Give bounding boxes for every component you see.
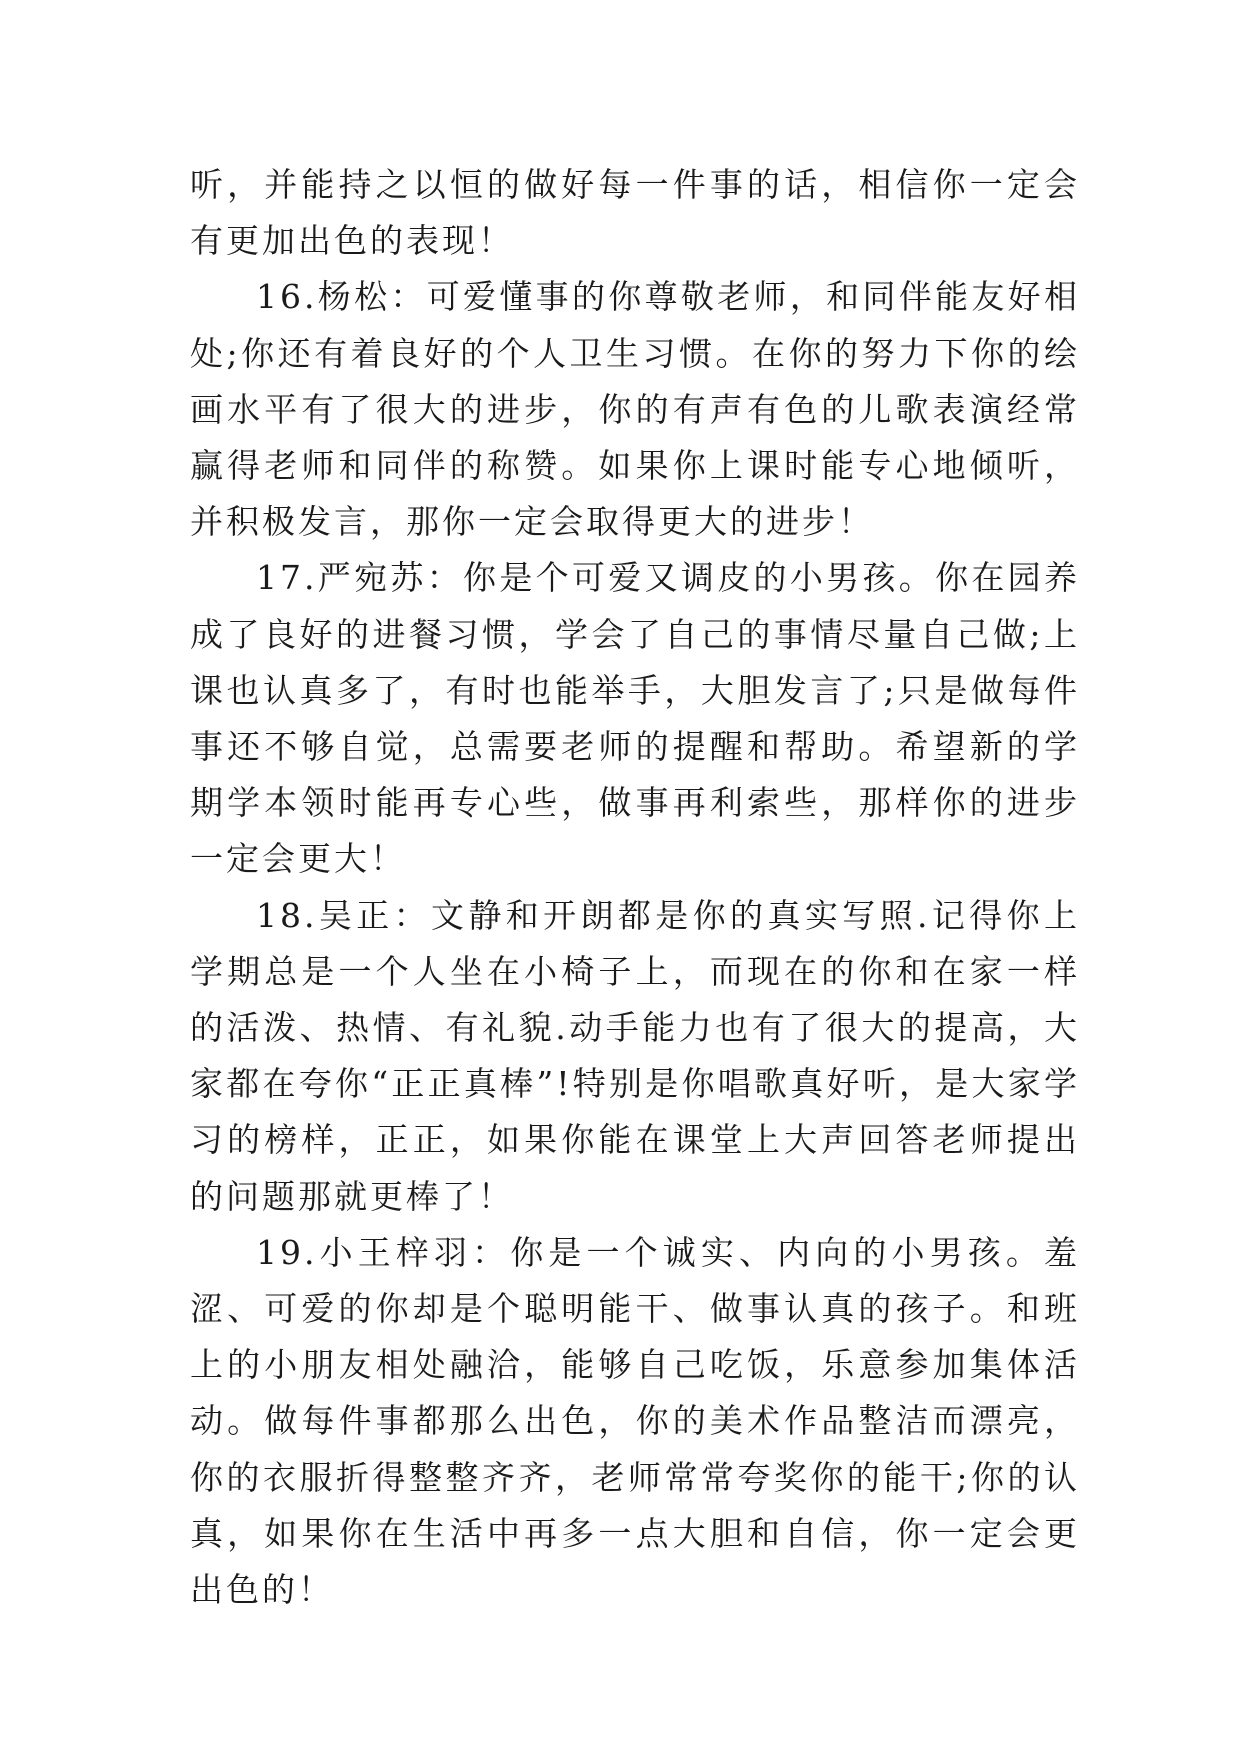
paragraph-comment-19: 19.小王梓羽：你是一个诚实、内向的小男孩。羞涩、可爱的你却是个聪明能干、做事认真的孩子。和班上的小朋友相处融洽，能够自己吃饭，乐意参加集体活动。做每件事都那么出色，你的美术作品整洁而漂亮，你的衣服折得整整齐齐，老师常常夸奖你的能干;你的认真，如果你在生活中再多一点大胆和自信，你一定会更出色的！ — [190, 1232, 1080, 1610]
paragraph-continuation: 听，并能持之以恒的做好每一件事的话，相信你一定会有更加出色的表现！ — [190, 165, 1080, 261]
paragraph-comment-18: 18.吴正：文静和开朗都是你的真实写照.记得你上学期总是一个人坐在小椅子上，而现在的你和在家一样的活泼、热情、有礼貌.动手能力也有了很大的提高，大家都在夸你“正正真棒”!特别是你唱歌真好听，是大家学习的榜样，正正，如果你能在课堂上大声回答老师提出的问题那就更棒了！ — [190, 895, 1080, 1216]
paragraph-comment-16: 16.杨松：可爱懂事的你尊敬老师，和同伴能友好相处;你还有着良好的个人卫生习惯。在你的努力下你的绘画水平有了很大的进步，你的有声有色的儿歌表演经常赢得老师和同伴的称赞。如果你上课时能专心地倾听，并积极发言，那你一定会取得更大的进步！ — [190, 277, 1080, 542]
paragraph-comment-17: 17.严宛苏：你是个可爱又调皮的小男孩。你在园养成了良好的进餐习惯，学会了自己的事情尽量自己做;上课也认真多了，有时也能举手，大胆发言了;只是做每件事还不够自觉，总需要老师的提醒和帮助。希望新的学期学本领时能再专心些，做事再利索些，那样你的进步一定会更大！ — [190, 558, 1080, 879]
body-text — [190, 157, 1080, 1618]
